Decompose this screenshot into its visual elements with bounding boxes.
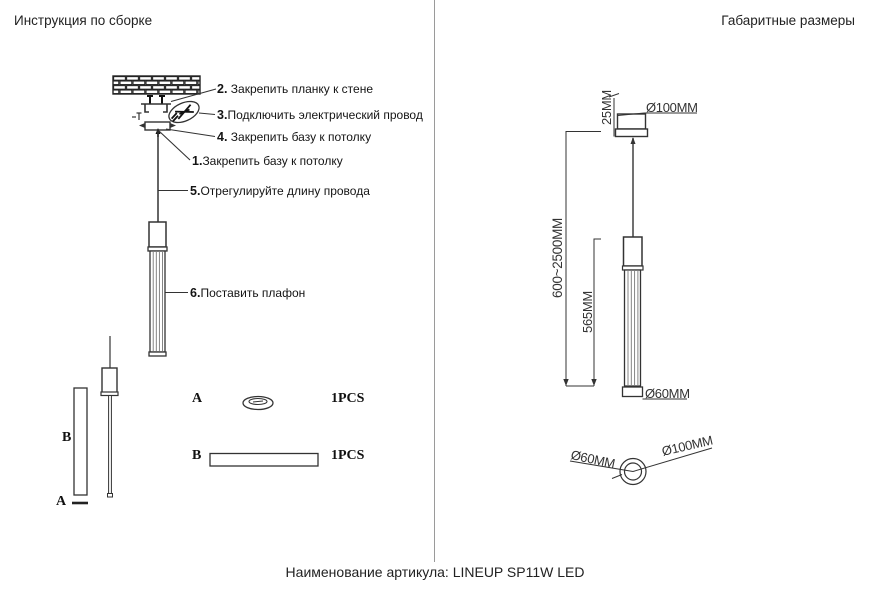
dim-text-canopy-height: 25MM (599, 90, 614, 125)
shade-tube (623, 270, 643, 397)
cord-socket (148, 222, 167, 251)
leader-step-4 (166, 129, 215, 137)
dim-text-bottom-inner: Ø60MM (569, 447, 617, 472)
step-4-number: 4. (217, 130, 228, 144)
suspension-cord (631, 137, 636, 237)
wall-hatch-pattern (113, 76, 200, 94)
step-3-number: 3. (217, 108, 228, 122)
dim-text-shade-diameter: Ø60MM (645, 386, 690, 401)
article-name: Наименование артикула: LINEUP SP11W LED (285, 564, 585, 580)
diagram-label-shade: B (62, 430, 72, 445)
step-6-label (190, 286, 305, 300)
wall-screw-icons (147, 95, 165, 104)
step-4-label (217, 130, 371, 144)
parts-list-qty-a: 1PCS (331, 391, 365, 406)
lamp-shade-tube (149, 251, 166, 356)
step-6-text: Поставить плафон (200, 286, 306, 300)
leader-step-3 (199, 113, 215, 115)
dim-text-suspension-range: 600~2500MM (550, 218, 565, 298)
step-2-label (217, 82, 373, 96)
canopy (616, 114, 648, 137)
part-b-strip-shape (210, 454, 318, 467)
step-5-text: Отрегулируйте длину провода (200, 184, 370, 198)
step-1-number: 1. (192, 154, 203, 168)
step-3-label (217, 108, 423, 122)
parts-list-qty-b: 1PCS (331, 448, 365, 463)
step-2-number: 2. (217, 82, 228, 96)
step-4-text: Закрепить базу к потолку (227, 130, 372, 144)
part-a-ring-shape (243, 397, 273, 410)
parts-list-label-a: A (192, 391, 203, 406)
step-1-text: Закрепить базу к потолку (202, 154, 343, 168)
mounting-strip (141, 104, 171, 112)
step-1-label (192, 154, 343, 168)
side-screw-icon (132, 113, 142, 120)
part-b-outline (74, 388, 87, 495)
step-2-text: Закрепить планку к стене (227, 82, 374, 96)
leader-step-1 (159, 131, 190, 160)
step-5-label (190, 184, 370, 198)
shade-socket (623, 237, 644, 270)
dim-text-bottom-outer: Ø100MM (660, 432, 715, 459)
dim-text-canopy-diameter: Ø100MM (646, 100, 698, 115)
dim-suspension-range (563, 132, 601, 387)
step-3-text: Подключить электрический провод (227, 108, 423, 122)
step-5-number: 5. (190, 184, 201, 198)
step-6-number: 6. (190, 286, 201, 300)
diagram-label-ring: A (56, 494, 67, 509)
left-panel-title: Инструкция по сборке (14, 13, 153, 28)
exploded-cord-assembly (101, 336, 118, 497)
dim-text-shade-height: 565MM (580, 291, 595, 333)
right-panel-title: Габаритные размеры (721, 13, 855, 28)
parts-list-label-b: B (192, 448, 202, 463)
